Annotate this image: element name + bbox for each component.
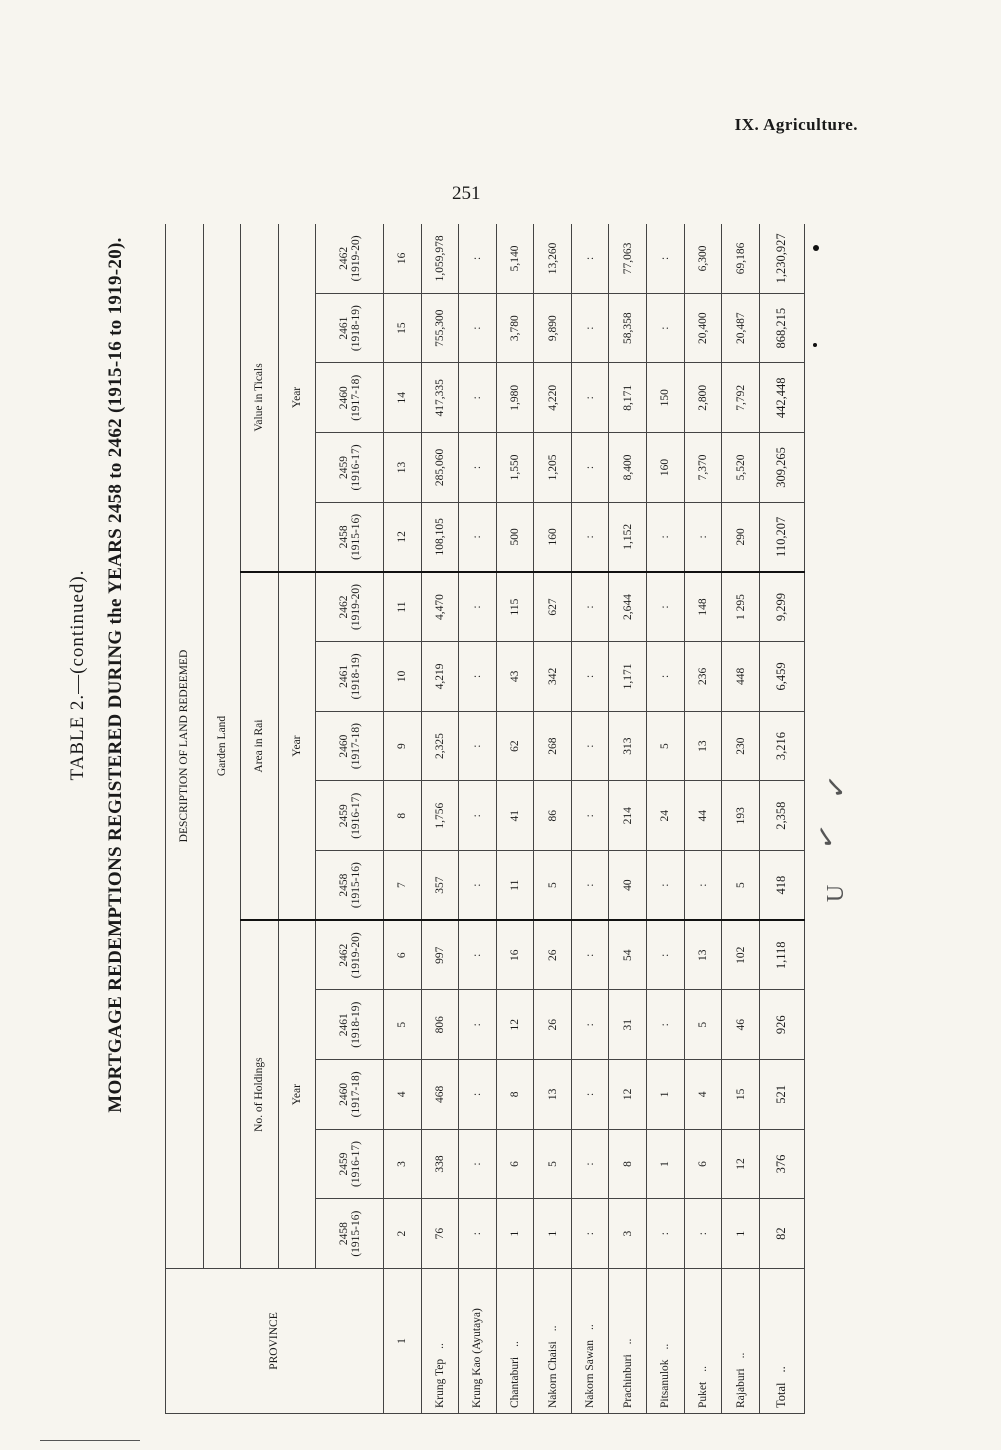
- value-cell: :: [571, 293, 609, 363]
- value-cell: 1,756: [421, 781, 459, 851]
- year-be: 2460: [337, 734, 350, 758]
- value-cell: 309,265: [759, 433, 804, 503]
- province-cell: [421, 1269, 459, 1414]
- value-cell: 110,207: [759, 502, 804, 572]
- value-cell: :: [459, 572, 497, 642]
- province-cell: [571, 1269, 609, 1414]
- value-cell: 1,171: [609, 642, 647, 712]
- value-cell: 12: [722, 1129, 760, 1199]
- footer-rule: [40, 1440, 140, 1441]
- value-cell: 108,105: [421, 502, 459, 572]
- province-name: Nakorn Sawan: [584, 1339, 597, 1408]
- value-cell: :: [571, 1129, 609, 1199]
- province-name: Nakorn Chaisi: [546, 1341, 559, 1408]
- value-cell: 755,300: [421, 293, 459, 363]
- leader-dots: ..: [584, 1324, 597, 1330]
- value-cell: 193: [722, 781, 760, 851]
- year-column-header: [316, 293, 384, 363]
- province-name: Krung Tep: [433, 1358, 446, 1408]
- table-row: [496, 224, 534, 1414]
- value-cell: 8,171: [609, 363, 647, 433]
- value-cell: 1: [647, 1129, 685, 1199]
- value-cell: 230: [722, 711, 760, 781]
- value-cell: 62: [496, 711, 534, 781]
- value-cell: 76: [421, 1199, 459, 1269]
- value-cell: :: [647, 920, 685, 990]
- year-column-header: [316, 1129, 384, 1199]
- column-number: 13: [383, 433, 421, 503]
- province-cell: [459, 1269, 497, 1414]
- value-cell: 290: [722, 502, 760, 572]
- value-cell: 342: [534, 642, 572, 712]
- value-cell: :: [647, 851, 685, 921]
- description-header: DESCRIPTION OF LAND REDEEMED: [166, 224, 204, 1269]
- province-name: Rajaburi: [734, 1368, 747, 1408]
- value-cell: 7,370: [684, 433, 722, 503]
- year-column-header: [316, 224, 384, 293]
- value-cell: :: [571, 224, 609, 293]
- value-cell: :: [459, 920, 497, 990]
- year-be: 2459: [337, 455, 350, 479]
- value-cell: 338: [421, 1129, 459, 1199]
- value-cell: 3,780: [496, 293, 534, 363]
- value-cell: 13: [534, 1060, 572, 1130]
- column-number: 1: [383, 1269, 421, 1414]
- margin-dot: [813, 245, 819, 251]
- column-number: 2: [383, 1199, 421, 1269]
- province-name: Total: [774, 1382, 789, 1408]
- value-cell: 26: [534, 920, 572, 990]
- value-cell: 54: [609, 920, 647, 990]
- value-cell: :: [571, 433, 609, 503]
- value-cell: 41: [496, 781, 534, 851]
- year-ce: (1919-20): [349, 235, 362, 282]
- value-cell: 6,300: [684, 224, 722, 293]
- value-cell: 6: [684, 1129, 722, 1199]
- value-cell: :: [459, 1129, 497, 1199]
- year-ce: (1915-16): [349, 513, 362, 560]
- leader-dots: ..: [696, 1366, 709, 1372]
- value-cell: :: [571, 920, 609, 990]
- value-cell: 1,059,978: [421, 224, 459, 293]
- column-number: 4: [383, 1060, 421, 1130]
- year-column-header: [316, 1060, 384, 1130]
- province-name: Krung Kao (Ayutaya): [471, 1308, 484, 1408]
- province-name: Pitsanulok: [659, 1359, 672, 1408]
- value-cell: 357: [421, 851, 459, 921]
- table-number: TABLE 2.—(continued).: [67, 569, 88, 781]
- value-cell: :: [647, 502, 685, 572]
- year-be: 2460: [337, 386, 350, 410]
- year-be: 2461: [337, 664, 350, 688]
- value-cell: :: [459, 433, 497, 503]
- leader-dots: ..: [546, 1325, 559, 1332]
- year-column-header: [316, 642, 384, 712]
- table-title: MORTGAGE REDEMPTIONS REGISTERED DURING the YEARS 2458 to 2462 (1915-16 to 1919-20).: [105, 237, 126, 1113]
- value-cell: 5: [647, 711, 685, 781]
- value-cell: 236: [684, 642, 722, 712]
- table-body: [421, 224, 804, 1414]
- column-number: 9: [383, 711, 421, 781]
- value-cell: 7,792: [722, 363, 760, 433]
- value-cell: :: [459, 1199, 497, 1269]
- value-cell: 1 295: [722, 572, 760, 642]
- value-cell: :: [571, 1199, 609, 1269]
- value-cell: 442,448: [759, 363, 804, 433]
- value-cell: 1: [496, 1199, 534, 1269]
- value-cell: 24: [647, 781, 685, 851]
- value-cell: 12: [496, 990, 534, 1060]
- value-cell: :: [571, 711, 609, 781]
- year-ce: (1916-17): [349, 444, 362, 491]
- year-ce: (1915-16): [349, 1210, 362, 1257]
- value-cell: 86: [534, 781, 572, 851]
- value-cell: 16: [496, 920, 534, 990]
- column-number: 16: [383, 224, 421, 293]
- value-cell: 1,550: [496, 433, 534, 503]
- value-cell: :: [647, 572, 685, 642]
- leader-dots: ..: [659, 1343, 672, 1350]
- value-cell: 160: [534, 502, 572, 572]
- value-cell: 868,215: [759, 293, 804, 363]
- value-cell: :: [459, 1060, 497, 1130]
- leader-dots: ..: [774, 1366, 789, 1373]
- pencil-mark: U: [823, 884, 850, 903]
- value-cell: 58,358: [609, 293, 647, 363]
- column-number: 14: [383, 363, 421, 433]
- value-cell: 11: [496, 851, 534, 921]
- value-cell: :: [647, 293, 685, 363]
- value-cell: 5: [534, 1129, 572, 1199]
- value-cell: :: [647, 990, 685, 1060]
- year-ce: (1916-17): [349, 1141, 362, 1188]
- year-column-header: [316, 433, 384, 503]
- value-cell: :: [459, 642, 497, 712]
- value-cell: 806: [421, 990, 459, 1060]
- year-be: 2462: [337, 246, 350, 270]
- year-column-header: [316, 572, 384, 642]
- value-cell: 69,186: [722, 224, 760, 293]
- value-cell: :: [571, 851, 609, 921]
- value-cell: 214: [609, 781, 647, 851]
- value-cell: 6: [496, 1129, 534, 1199]
- value-cell: 5,520: [722, 433, 760, 503]
- year-column-header: [316, 851, 384, 921]
- value-cell: 5: [534, 851, 572, 921]
- value-cell: 2,644: [609, 572, 647, 642]
- value-cell: 77,063: [609, 224, 647, 293]
- value-cell: 926: [759, 990, 804, 1060]
- holdings-group-header: No. of Holdings: [241, 920, 279, 1268]
- value-cell: :: [684, 851, 722, 921]
- value-cell: 417,335: [421, 363, 459, 433]
- column-number: 5: [383, 990, 421, 1060]
- value-cell: 627: [534, 572, 572, 642]
- year-header: Year: [278, 224, 316, 572]
- year-column-header: [316, 711, 384, 781]
- value-cell: 4,219: [421, 642, 459, 712]
- table-row: [571, 224, 609, 1414]
- year-ce: (1919-20): [349, 584, 362, 631]
- leader-dots: ..: [509, 1341, 522, 1347]
- value-cell: 500: [496, 502, 534, 572]
- value-cell: :: [571, 1060, 609, 1130]
- value-cell: :: [647, 642, 685, 712]
- year-be: 2460: [337, 1082, 350, 1106]
- column-number: 12: [383, 502, 421, 572]
- column-number: 11: [383, 572, 421, 642]
- value-cell: 1: [647, 1060, 685, 1130]
- table-row: [647, 224, 685, 1414]
- total-row: [759, 224, 804, 1414]
- year-ce: (1915-16): [349, 862, 362, 909]
- value-cell: :: [684, 1199, 722, 1269]
- value-cell: :: [571, 502, 609, 572]
- value-cell: :: [459, 502, 497, 572]
- redemptions-table: [165, 224, 805, 1414]
- year-be: 2458: [337, 873, 350, 897]
- value-cell: 1,205: [534, 433, 572, 503]
- table-row: [609, 224, 647, 1414]
- value-cell: 102: [722, 920, 760, 990]
- value-cell: 150: [647, 363, 685, 433]
- value-cell: 43: [496, 642, 534, 712]
- table-row: [459, 224, 497, 1414]
- area-group-header: Area in Rai: [241, 572, 279, 920]
- year-header: Year: [278, 572, 316, 920]
- column-number: 6: [383, 920, 421, 990]
- province-cell: [722, 1269, 760, 1414]
- province-name: Puket: [696, 1381, 709, 1408]
- year-be: 2459: [337, 804, 350, 828]
- column-number: 3: [383, 1129, 421, 1199]
- value-group-header: Value in Ticals: [241, 224, 279, 572]
- value-cell: 40: [609, 851, 647, 921]
- province-cell: [609, 1269, 647, 1414]
- column-number: 10: [383, 642, 421, 712]
- value-cell: 5: [684, 990, 722, 1060]
- year-header: Year: [278, 920, 316, 1268]
- value-cell: 115: [496, 572, 534, 642]
- value-cell: :: [571, 572, 609, 642]
- province-cell: [647, 1269, 685, 1414]
- province-cell: [759, 1269, 804, 1414]
- column-number-row: [383, 224, 421, 1414]
- value-cell: :: [459, 990, 497, 1060]
- section-heading: IX. Agriculture.: [734, 115, 858, 134]
- value-cell: 1: [534, 1199, 572, 1269]
- leader-dots: ..: [734, 1352, 747, 1359]
- page-number: 251: [452, 183, 481, 204]
- value-cell: 20,400: [684, 293, 722, 363]
- value-cell: 20,487: [722, 293, 760, 363]
- value-cell: 3: [609, 1199, 647, 1269]
- province-name: Chantaburi: [509, 1356, 522, 1408]
- value-cell: 9,890: [534, 293, 572, 363]
- value-cell: 1,118: [759, 920, 804, 990]
- value-cell: 82: [759, 1199, 804, 1269]
- year-ce: (1918-19): [349, 1001, 362, 1048]
- value-cell: 285,060: [421, 433, 459, 503]
- province-cell: [534, 1269, 572, 1414]
- year-be: 2459: [337, 1152, 350, 1176]
- value-cell: 12: [609, 1060, 647, 1130]
- year-be: 2461: [337, 1013, 350, 1037]
- year-ce: (1917-18): [349, 374, 362, 421]
- value-cell: 521: [759, 1060, 804, 1130]
- year-be: 2461: [337, 316, 350, 340]
- value-cell: 6,459: [759, 642, 804, 712]
- value-cell: :: [571, 781, 609, 851]
- year-be: 2458: [337, 1222, 350, 1246]
- year-column-header: [316, 990, 384, 1060]
- value-cell: 44: [684, 781, 722, 851]
- table-row: [534, 224, 572, 1414]
- leader-dots: ..: [433, 1343, 446, 1349]
- year-column-header: [316, 502, 384, 572]
- year-column-header: [316, 920, 384, 990]
- value-cell: 313: [609, 711, 647, 781]
- value-cell: 13,260: [534, 224, 572, 293]
- year-column-header: [316, 1199, 384, 1269]
- year-be: 2462: [337, 595, 350, 619]
- leader-dots: ..: [621, 1338, 634, 1345]
- year-column-header: [316, 781, 384, 851]
- year-ce: (1917-18): [349, 723, 362, 770]
- year-ce: (1918-19): [349, 653, 362, 700]
- value-cell: :: [459, 293, 497, 363]
- value-cell: 46: [722, 990, 760, 1060]
- value-cell: 148: [684, 572, 722, 642]
- value-cell: 5: [722, 851, 760, 921]
- value-cell: 4: [684, 1060, 722, 1130]
- value-cell: 268: [534, 711, 572, 781]
- margin-dot: [813, 343, 817, 347]
- value-cell: :: [459, 224, 497, 293]
- value-cell: 2,325: [421, 711, 459, 781]
- value-cell: 376: [759, 1129, 804, 1199]
- province-cell: [496, 1269, 534, 1414]
- value-cell: 4,220: [534, 363, 572, 433]
- value-cell: 468: [421, 1060, 459, 1130]
- column-number: 8: [383, 781, 421, 851]
- value-cell: 15: [722, 1060, 760, 1130]
- column-number: 15: [383, 293, 421, 363]
- value-cell: :: [459, 363, 497, 433]
- value-cell: :: [459, 781, 497, 851]
- value-cell: :: [459, 851, 497, 921]
- value-cell: 13: [684, 920, 722, 990]
- value-cell: :: [459, 711, 497, 781]
- year-be: 2458: [337, 525, 350, 549]
- year-be: 2462: [337, 943, 350, 967]
- value-cell: 8: [496, 1060, 534, 1130]
- year-columns-row: [316, 224, 384, 1414]
- province-header: PROVINCE: [166, 1269, 384, 1414]
- table-caption: [60, 75, 160, 1275]
- year-ce: (1916-17): [349, 792, 362, 839]
- table-frame: [165, 224, 805, 1414]
- value-cell: 13: [684, 711, 722, 781]
- value-cell: :: [647, 1199, 685, 1269]
- column-number: 7: [383, 851, 421, 921]
- table-row: [684, 224, 722, 1414]
- value-cell: 5,140: [496, 224, 534, 293]
- value-cell: 3,216: [759, 711, 804, 781]
- year-ce: (1919-20): [349, 932, 362, 979]
- land-type-header: Garden Land: [203, 224, 241, 1269]
- province-name: Prachinburi: [621, 1354, 634, 1408]
- value-cell: :: [571, 990, 609, 1060]
- year-ce: (1918-19): [349, 305, 362, 352]
- value-cell: 1: [722, 1199, 760, 1269]
- value-cell: 9,299: [759, 572, 804, 642]
- year-ce: (1917-18): [349, 1071, 362, 1118]
- value-cell: 8,400: [609, 433, 647, 503]
- value-cell: 2,358: [759, 781, 804, 851]
- pencil-mark: ✓: [808, 820, 846, 854]
- value-cell: :: [647, 224, 685, 293]
- value-cell: :: [684, 502, 722, 572]
- value-cell: :: [571, 642, 609, 712]
- value-cell: 31: [609, 990, 647, 1060]
- value-cell: 1,152: [609, 502, 647, 572]
- value-cell: 448: [722, 642, 760, 712]
- table-row: [421, 224, 459, 1414]
- value-cell: 418: [759, 851, 804, 921]
- value-cell: 997: [421, 920, 459, 990]
- pencil-mark: ✓: [819, 772, 855, 802]
- table-row: [722, 224, 760, 1414]
- value-cell: 26: [534, 990, 572, 1060]
- value-cell: 2,800: [684, 363, 722, 433]
- value-cell: 4,470: [421, 572, 459, 642]
- value-cell: :: [571, 363, 609, 433]
- province-cell: [684, 1269, 722, 1414]
- value-cell: 1,230,927: [759, 224, 804, 293]
- value-cell: 160: [647, 433, 685, 503]
- year-column-header: [316, 363, 384, 433]
- value-cell: 1,980: [496, 363, 534, 433]
- value-cell: 8: [609, 1129, 647, 1199]
